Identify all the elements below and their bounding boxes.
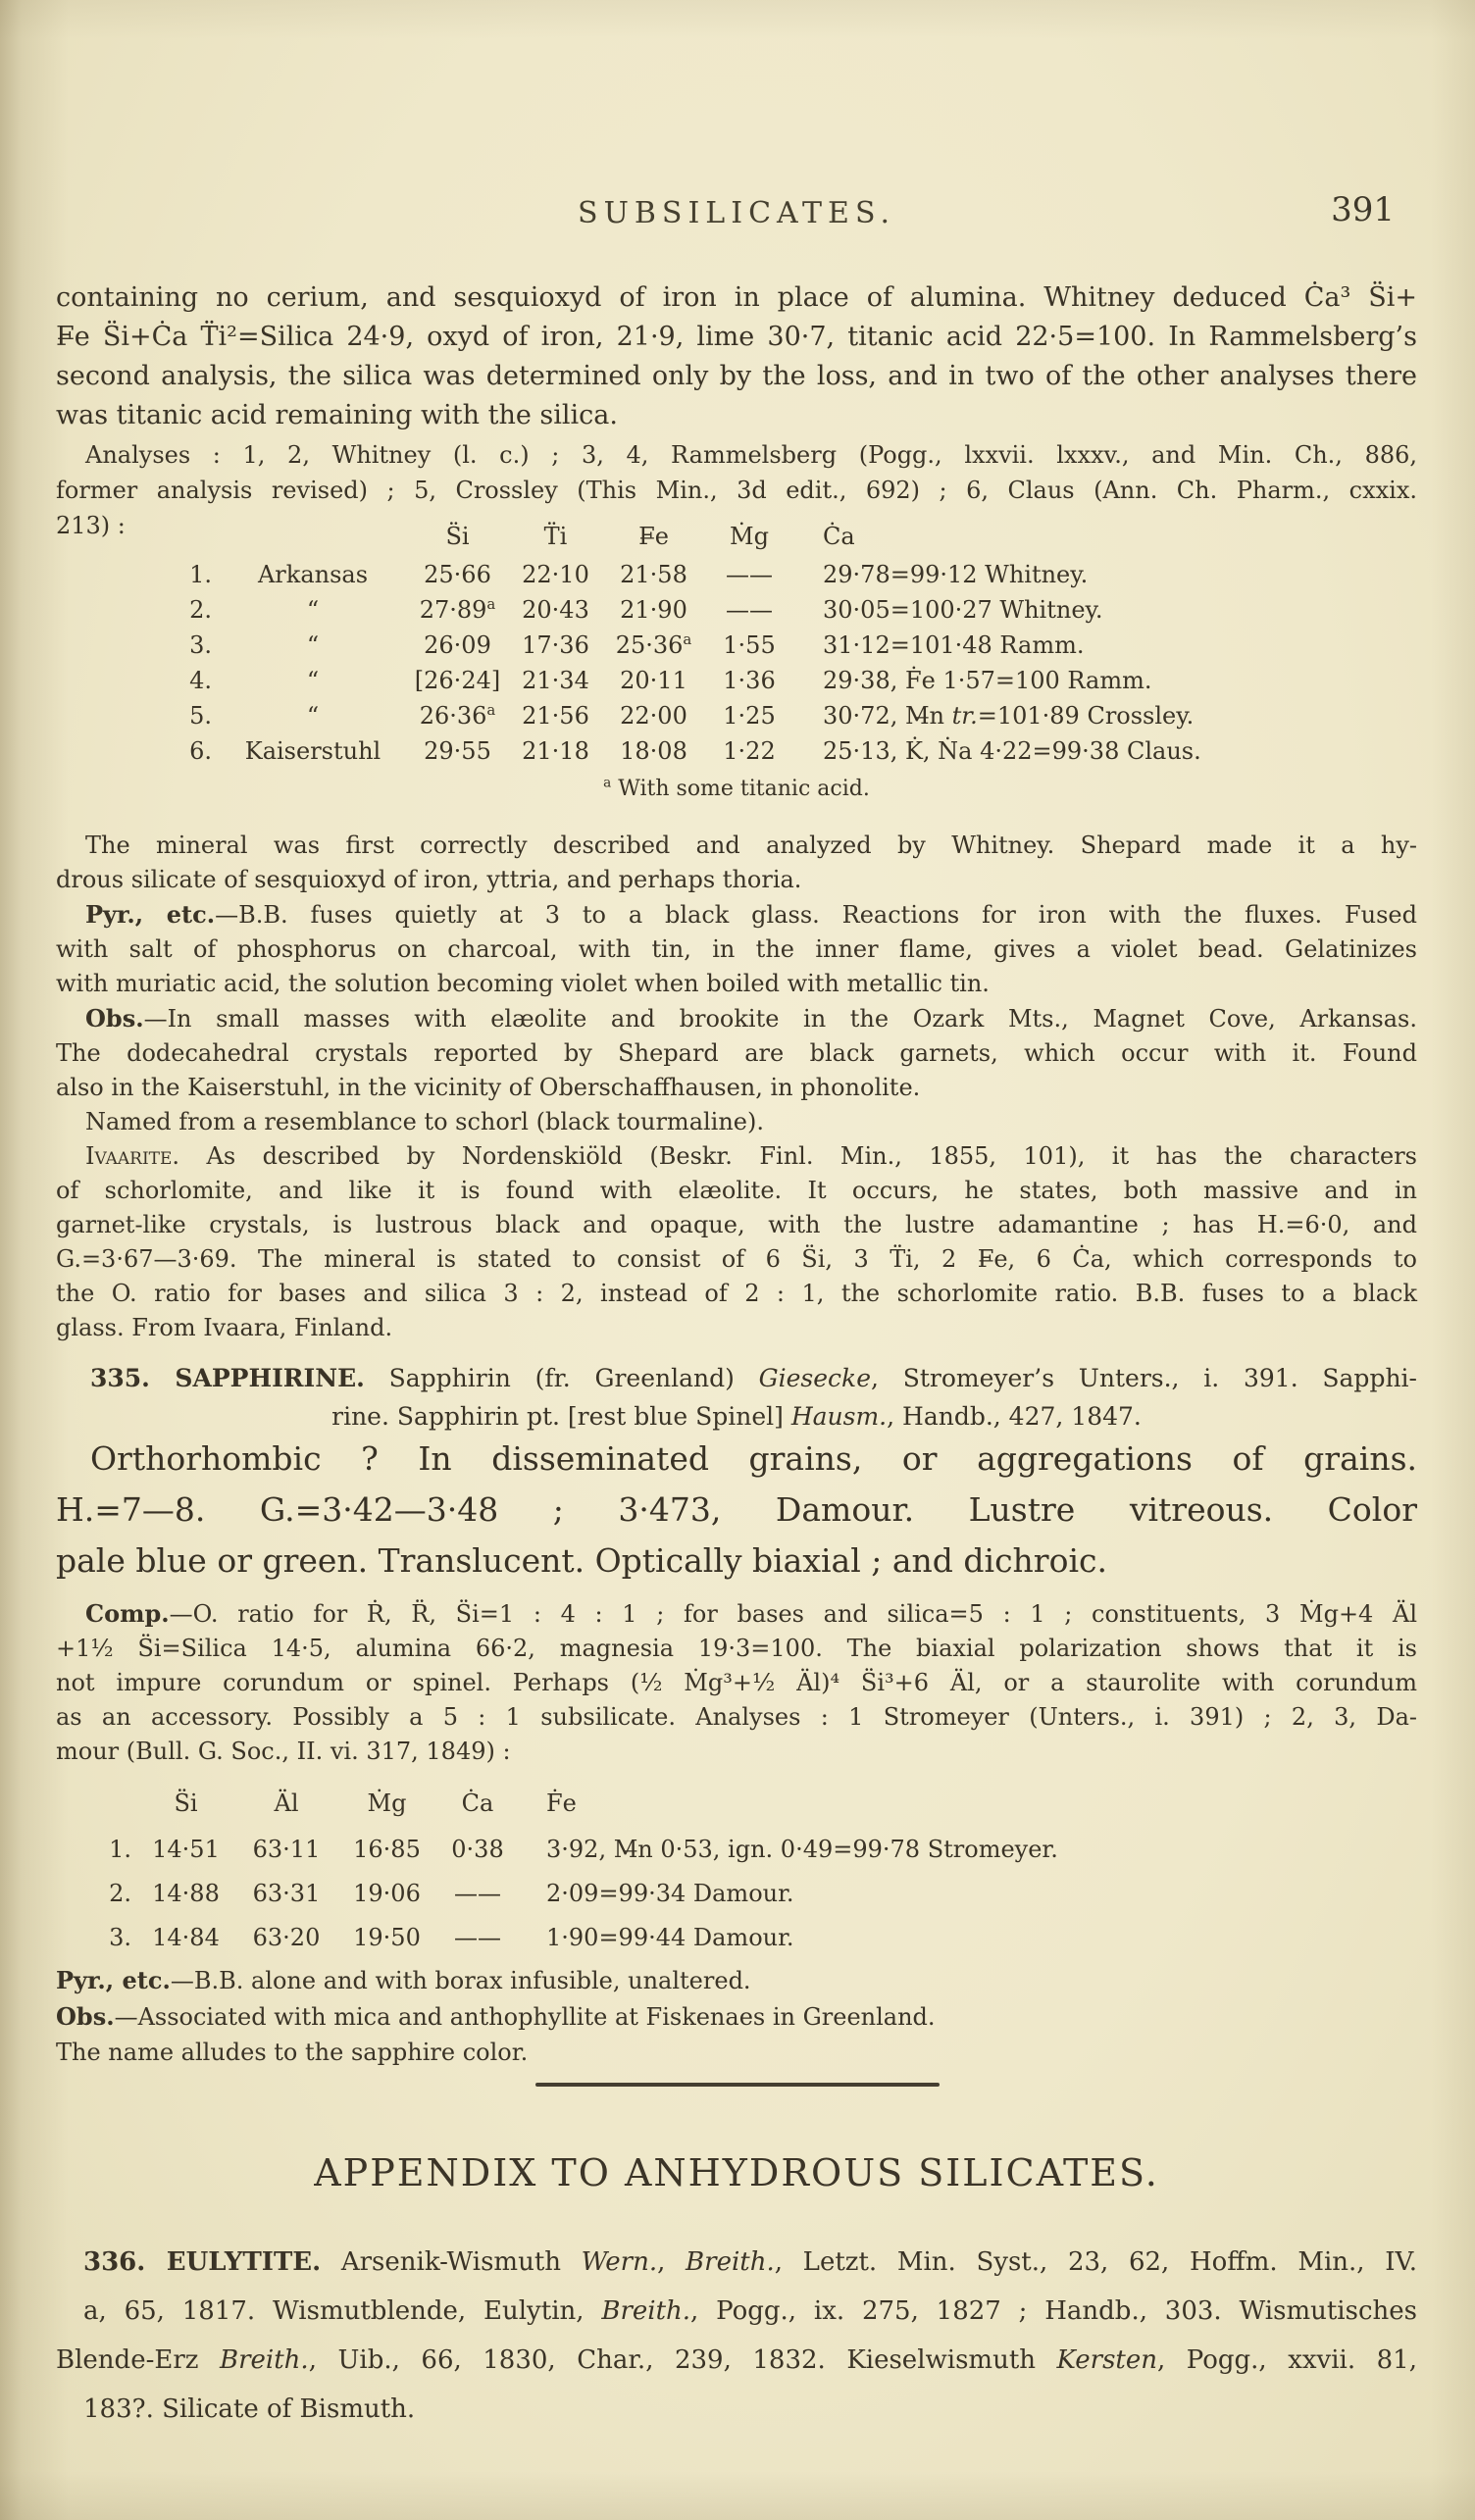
mineral-notes	[56, 829, 1417, 1345]
text-line: H.=7—8. G.=3·42—3·48 ; 3·473, Damour. Lustre vitreous. Color	[56, 1490, 1417, 1529]
value-cell-ti: 17·36	[522, 631, 589, 659]
page-number: 391	[1331, 190, 1395, 229]
value-cell-mg: 16·85	[353, 1836, 421, 1863]
value-cell-al: 63·11	[252, 1836, 321, 1863]
text-line: Orthorhombic ? In disseminated grains, or aggregations of grains.	[90, 1439, 1417, 1478]
value-cell-si: 14·51	[152, 1836, 220, 1863]
text-line: garnet-like crystals, is lustrous black and opaque, with the lustre adamantine ; has H.=6·0, and	[56, 1211, 1417, 1238]
value-cell-fe: 21·90	[620, 596, 687, 624]
value-cell-si: [26·24]	[414, 667, 501, 694]
value-cell-mg: 1·25	[723, 702, 776, 730]
value-cell-mg: 1·55	[723, 631, 776, 659]
column-header-ca: Ċa	[823, 523, 855, 550]
table-row	[85, 1872, 1213, 1916]
value-cell-si: 14·88	[152, 1880, 220, 1907]
analysis-sum-cell: 31·12=101·48 Ramm.	[823, 631, 1085, 659]
analysis-sum-cell: 30·05=100·27 Whitney.	[823, 596, 1103, 624]
text-line: 183?. Silicate of Bismuth.	[83, 2394, 416, 2424]
row-number-cell: 3.	[189, 631, 212, 659]
spacer	[220, 520, 406, 553]
appendix-heading: APPENDIX TO ANHYDROUS SILICATES.	[314, 2151, 1159, 2194]
value-cell-mg: ——	[726, 596, 773, 624]
locality-cell: “	[306, 596, 320, 624]
pyrognostics-line: Pyr., etc.—B.B. fuses quietly at 3 to a black glass. Reactions for iron with the fluxes. Fused	[85, 900, 1417, 929]
species-heading-eulytite	[56, 2238, 1417, 2434]
text-line: not impure corundum or spinel. Perhaps (½ Ṁg³+½ Äl)⁴ S̈i³+6 Äl, or a staurolite with corundum	[56, 1669, 1417, 1696]
text-line: a, 65, 1817. Wismutblende, Eulytin, Breith., Pogg., ix. 275, 1827 ; Handb., 303. Wismutisches	[83, 2296, 1417, 2326]
table-footnote: $^a$ With some titanic acid.	[603, 775, 870, 801]
value-cell-fe: $25\cdot 36^a$	[615, 630, 692, 659]
analysis-sum-cell: 29·78=99·12 Whitney.	[823, 561, 1089, 588]
value-cell-ca: 0·38	[451, 1836, 504, 1863]
table-header-row	[169, 520, 1346, 553]
ivaarite-line: Ivaarite. As described by Nordenskiöld (Beskr. Finl. Min., 1855, 101), it has the characters	[85, 1142, 1417, 1170]
text-line: also in the Kaiserstuhl, in the vicinity of Oberschaffhausen, in phonolite.	[56, 1074, 921, 1101]
analyses-table-schorlomite	[169, 520, 1346, 769]
value-cell-si: 25·66	[424, 561, 491, 588]
column-header-fe: F̶e	[638, 523, 669, 550]
text-line: 213) :	[56, 512, 126, 539]
column-header-ti: T̈i	[543, 523, 568, 550]
value-cell-ca: ——	[454, 1924, 501, 1951]
table-row	[169, 698, 1346, 733]
text-line: former analysis revised) ; 5, Crossley (This Min., 3d edit., 692) ; 6, Claus (Ann. Ch. Pharm., cxxix.	[56, 477, 1417, 504]
text-line: mour (Bull. G. Soc., II. vi. 317, 1849) :	[56, 1738, 511, 1765]
text-line: drous silicate of sesquioxyd of iron, yttria, and perhaps thoria.	[56, 866, 802, 893]
column-header-si: S̈i	[174, 1789, 198, 1817]
text-line: Blende-Erz Breith., Uib., 66, 1830, Char., 239, 1832. Kieselwismuth Kersten, Pogg., xxvii. 81,	[56, 2345, 1417, 2375]
table-row	[85, 1828, 1213, 1872]
value-cell-al: 63·31	[252, 1880, 321, 1907]
column-header-al: Äl	[274, 1789, 299, 1817]
physical-description	[56, 1434, 1417, 1587]
row-number-cell: 6.	[189, 737, 212, 765]
value-cell-si: 14·84	[152, 1924, 220, 1951]
text-line: of schorlomite, and like it is found with elæolite. It occurs, he states, both massive and in	[56, 1177, 1417, 1204]
value-cell-si: 26·09	[424, 631, 491, 659]
text-line: 336. EULYTITE. Arsenik-Wismuth Wern., Breith., Letzt. Min. Syst., 23, 62, Hoffm. Min., IV.	[83, 2247, 1417, 2277]
row-number-cell: 3.	[109, 1924, 131, 1951]
analysis-sum-cell: 25·13, K̇, Ṅa 4·22=99·38 Claus.	[823, 737, 1201, 765]
intro-paragraph	[56, 278, 1417, 435]
analysis-sum-cell: 29·38, Ḟe 1·57=100 Ramm.	[823, 667, 1152, 694]
text-line: Comp.—O. ratio for Ṙ, R̈, S̈i=1 : 4 : 1 ; for bases and silica=5 : 1 ; constituents, 3 Ṁg+4 Äl	[85, 1599, 1417, 1628]
column-header-si: S̈i	[445, 523, 470, 550]
text-line: +1½ S̈i=Silica 14·5, alumina 66·2, magnesia 19·3=100. The biaxial polarization shows that it is	[56, 1635, 1417, 1662]
row-number-cell: 2.	[189, 596, 212, 624]
species-heading-sapphirine	[56, 1359, 1417, 1436]
value-cell-mg: 1·36	[723, 667, 776, 694]
species-heading-line-1: 335. SAPPHIRINE. Sapphirin (fr. Greenland) Giesecke, Stromeyer’s Unters., i. 391. Sapphi-	[90, 1364, 1417, 1392]
locality-cell: Kaiserstuhl	[244, 737, 381, 765]
row-number-cell: 5.	[189, 702, 212, 730]
running-head: SUBSILICATES.	[578, 196, 895, 230]
observations-line: Obs.—In small masses with elæolite and brookite in the Ozark Mts., Magnet Cove, Arkansas.	[85, 1004, 1417, 1033]
value-cell-si: 29·55	[424, 737, 491, 765]
locality-cell: “	[306, 631, 320, 659]
pyrognostics-paragraph: Pyr., etc.—B.B. alone and with borax infusible, unaltered.	[56, 1966, 751, 1994]
name-origin-line: The name alludes to the sapphire color.	[56, 2039, 529, 2066]
text-line: second analysis, the silica was determined only by the loss, and in two of the other analyses there	[56, 361, 1417, 391]
value-cell-fe: 21·58	[620, 561, 687, 588]
text-line: F̶e S̈i+Ċa T̈i²=Silica 24·9, oxyd of iron, 21·9, lime 30·7, titanic acid 22·5=100. In Rammelsberg’s	[56, 322, 1417, 352]
row-number-cell: 4.	[189, 667, 212, 694]
analysis-sum-cell: 30·72, M̶n tr.=101·89 Crossley.	[823, 702, 1195, 730]
locality-cell: “	[306, 667, 320, 694]
spacer	[169, 520, 220, 553]
value-cell-ti: 22·10	[522, 561, 589, 588]
table-row	[169, 628, 1346, 663]
species-heading-line-2: rine. Sapphirin pt. [rest blue Spinel] Hausm., Handb., 427, 1847.	[331, 1402, 1142, 1431]
table-header-row	[85, 1787, 1213, 1820]
value-cell-ti: 21·56	[522, 702, 589, 730]
analysis-sum-cell: 3·92, M̶n 0·53, ign. 0·49=99·78 Stromeyer.	[546, 1836, 1058, 1863]
table-row	[169, 733, 1346, 769]
value-cell-mg: 19·06	[353, 1880, 421, 1907]
value-cell-fe: 18·08	[620, 737, 687, 765]
column-header-fe: Ḟe	[546, 1789, 577, 1817]
naming-line: Named from a resemblance to schorl (black tourmaline).	[85, 1108, 765, 1135]
text-line: pale blue or green. Translucent. Optically biaxial ; and dichroic.	[56, 1541, 1107, 1580]
text-line: glass. From Ivaara, Finland.	[56, 1314, 393, 1341]
text-line: Analyses : 1, 2, Whitney (l. c.) ; 3, 4, Rammelsberg (Pogg., lxxvii. lxxxv., and Min. Ch., 886,	[85, 441, 1417, 469]
locality-cell: Arkansas	[257, 561, 369, 588]
table-body	[169, 557, 1346, 769]
table-row	[85, 1916, 1213, 1960]
text-line: the O. ratio for bases and silica 3 : 2, instead of 2 : 1, the schorlomite ratio. B.B. fuses to a black	[56, 1280, 1417, 1307]
table-body	[85, 1828, 1213, 1960]
value-cell-ti: 21·18	[522, 737, 589, 765]
value-cell-mg: 19·50	[353, 1924, 421, 1951]
text-line: The mineral was first correctly described and analyzed by Whitney. Shepard made it a hy-	[85, 832, 1417, 859]
value-cell-si: $27\cdot 89^a$	[419, 595, 496, 624]
column-header-ca: Ċa	[461, 1789, 494, 1817]
row-number-cell: 1.	[109, 1836, 131, 1863]
observations-paragraph: Obs.—Associated with mica and anthophyllite at Fiskenaes in Greenland.	[56, 2002, 936, 2031]
row-number-cell: 2.	[109, 1880, 131, 1907]
value-cell-fe: 20·11	[620, 667, 687, 694]
spacer	[85, 1787, 139, 1820]
value-cell-mg: 1·22	[723, 737, 776, 765]
text-line: The dodecahedral crystals reported by Shepard are black garnets, which occur with it. Found	[56, 1039, 1417, 1067]
value-cell-ca: ——	[454, 1880, 501, 1907]
table-row	[169, 663, 1346, 698]
value-cell-si: $26\cdot 36^a$	[419, 701, 496, 730]
locality-cell: “	[306, 702, 320, 730]
analysis-sum-cell: 1·90=99·44 Damour.	[546, 1924, 794, 1951]
table-row	[169, 592, 1346, 628]
section-divider	[535, 2083, 940, 2087]
text-line: with salt of phosphorus on charcoal, with tin, in the inner flame, gives a violet bead. Gelatinizes	[56, 935, 1417, 963]
column-header-mg: Ṁg	[367, 1789, 407, 1817]
text-line: as an accessory. Possibly a 5 : 1 subsilicate. Analyses : 1 Stromeyer (Unters., i. 391) ; 2, 3, Da-	[56, 1703, 1417, 1731]
row-number-cell: 1.	[189, 561, 212, 588]
composition-paragraph	[56, 1596, 1417, 1769]
value-cell-ti: 20·43	[522, 596, 589, 624]
text-line: with muriatic acid, the solution becoming violet when boiled with metallic tin.	[56, 970, 990, 997]
value-cell-ti: 21·34	[522, 667, 589, 694]
text-line: G.=3·67—3·69. The mineral is stated to consist of 6 S̈i, 3 T̈i, 2 F̶e, 6 Ċa, which corresponds to	[56, 1245, 1417, 1273]
text-line: containing no cerium, and sesquioxyd of iron in place of alumina. Whitney deduced Ċa³ S̈i+	[56, 282, 1417, 313]
table-row	[169, 557, 1346, 592]
analysis-sum-cell: 2·09=99·34 Damour.	[546, 1880, 794, 1907]
value-cell-mg: ——	[726, 561, 773, 588]
value-cell-fe: 22·00	[620, 702, 687, 730]
analyses-table-sapphirine	[85, 1787, 1213, 1960]
text-line: was titanic acid remaining with the silica.	[56, 400, 618, 430]
column-header-mg: Ṁg	[730, 523, 769, 550]
value-cell-al: 63·20	[252, 1924, 321, 1951]
